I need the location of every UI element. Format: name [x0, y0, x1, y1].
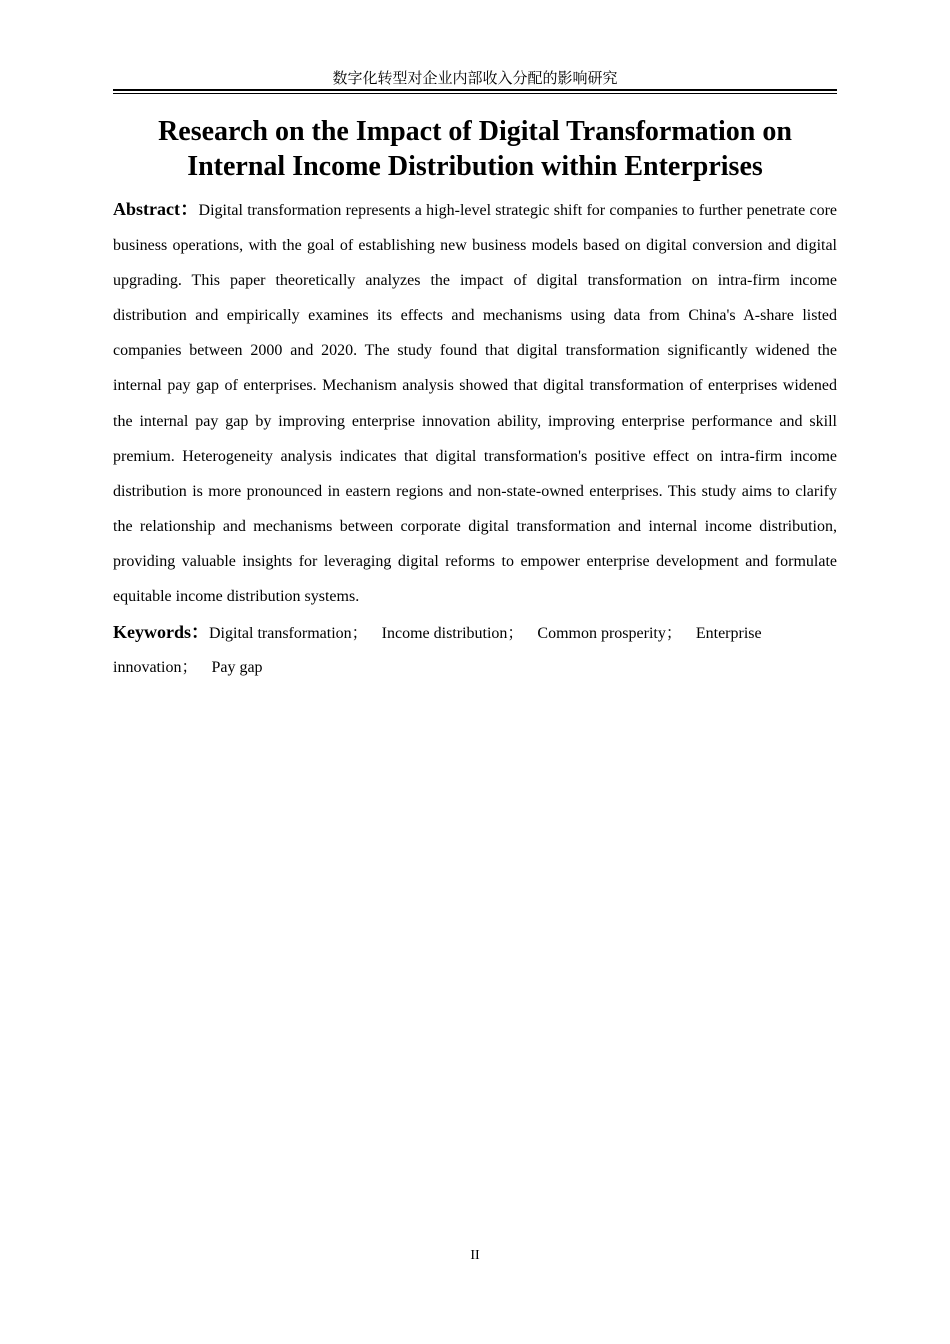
keyword-item: Income distribution；	[381, 625, 524, 642]
title-line-1: Research on the Impact of Digital Transformation on	[158, 116, 792, 147]
keyword-item: Common prosperity；	[537, 625, 682, 642]
keyword-item: Enterprise innovation；	[113, 625, 762, 676]
abstract	[113, 192, 837, 614]
keywords	[113, 615, 837, 685]
page-number: II	[470, 1248, 480, 1263]
running-header: 数字化转型对企业内部收入分配的影响研究	[332, 69, 618, 87]
keywords-label: Keywords：	[113, 622, 209, 642]
title-line-2: Internal Income Distribution within Enterprises	[187, 151, 763, 182]
header-rule	[113, 89, 837, 94]
abstract-label: Abstract：	[113, 199, 199, 219]
keyword-item: Pay gap	[211, 659, 263, 676]
keyword-item: Digital transformation；	[209, 625, 368, 642]
abstract-text: Digital transformation represents a high-level strategic shift for companies to further penetrate core business operations, with the goal of establishing new business models based on digital conversion and digital upgrading. This paper theoretically analyzes the impact of digital transformation on intra-firm income distribution and empirically examines its effects and mechanisms using data from China's A-share listed companies between 2000 and 2020. The study found that digital transformation significantly widened the internal pay gap of enterprises. Mechanism analysis showed that digital transformation of enterprises widened the internal pay gap by improving enterprise innovation ability, improving enterprise performance and skill premium. Heterogeneity analysis indicates that digital transformation's positive effect on intra-firm income distribution is more pronounced in eastern regions and non-state-owned enterprises. This study aims to clarify the relationship and mechanisms between corporate digital transformation and internal income distribution, providing valuable insights for leveraging digital reforms to empower enterprise development and formulate equitable income distribution systems.	[113, 202, 838, 606]
paper-title	[113, 114, 837, 184]
